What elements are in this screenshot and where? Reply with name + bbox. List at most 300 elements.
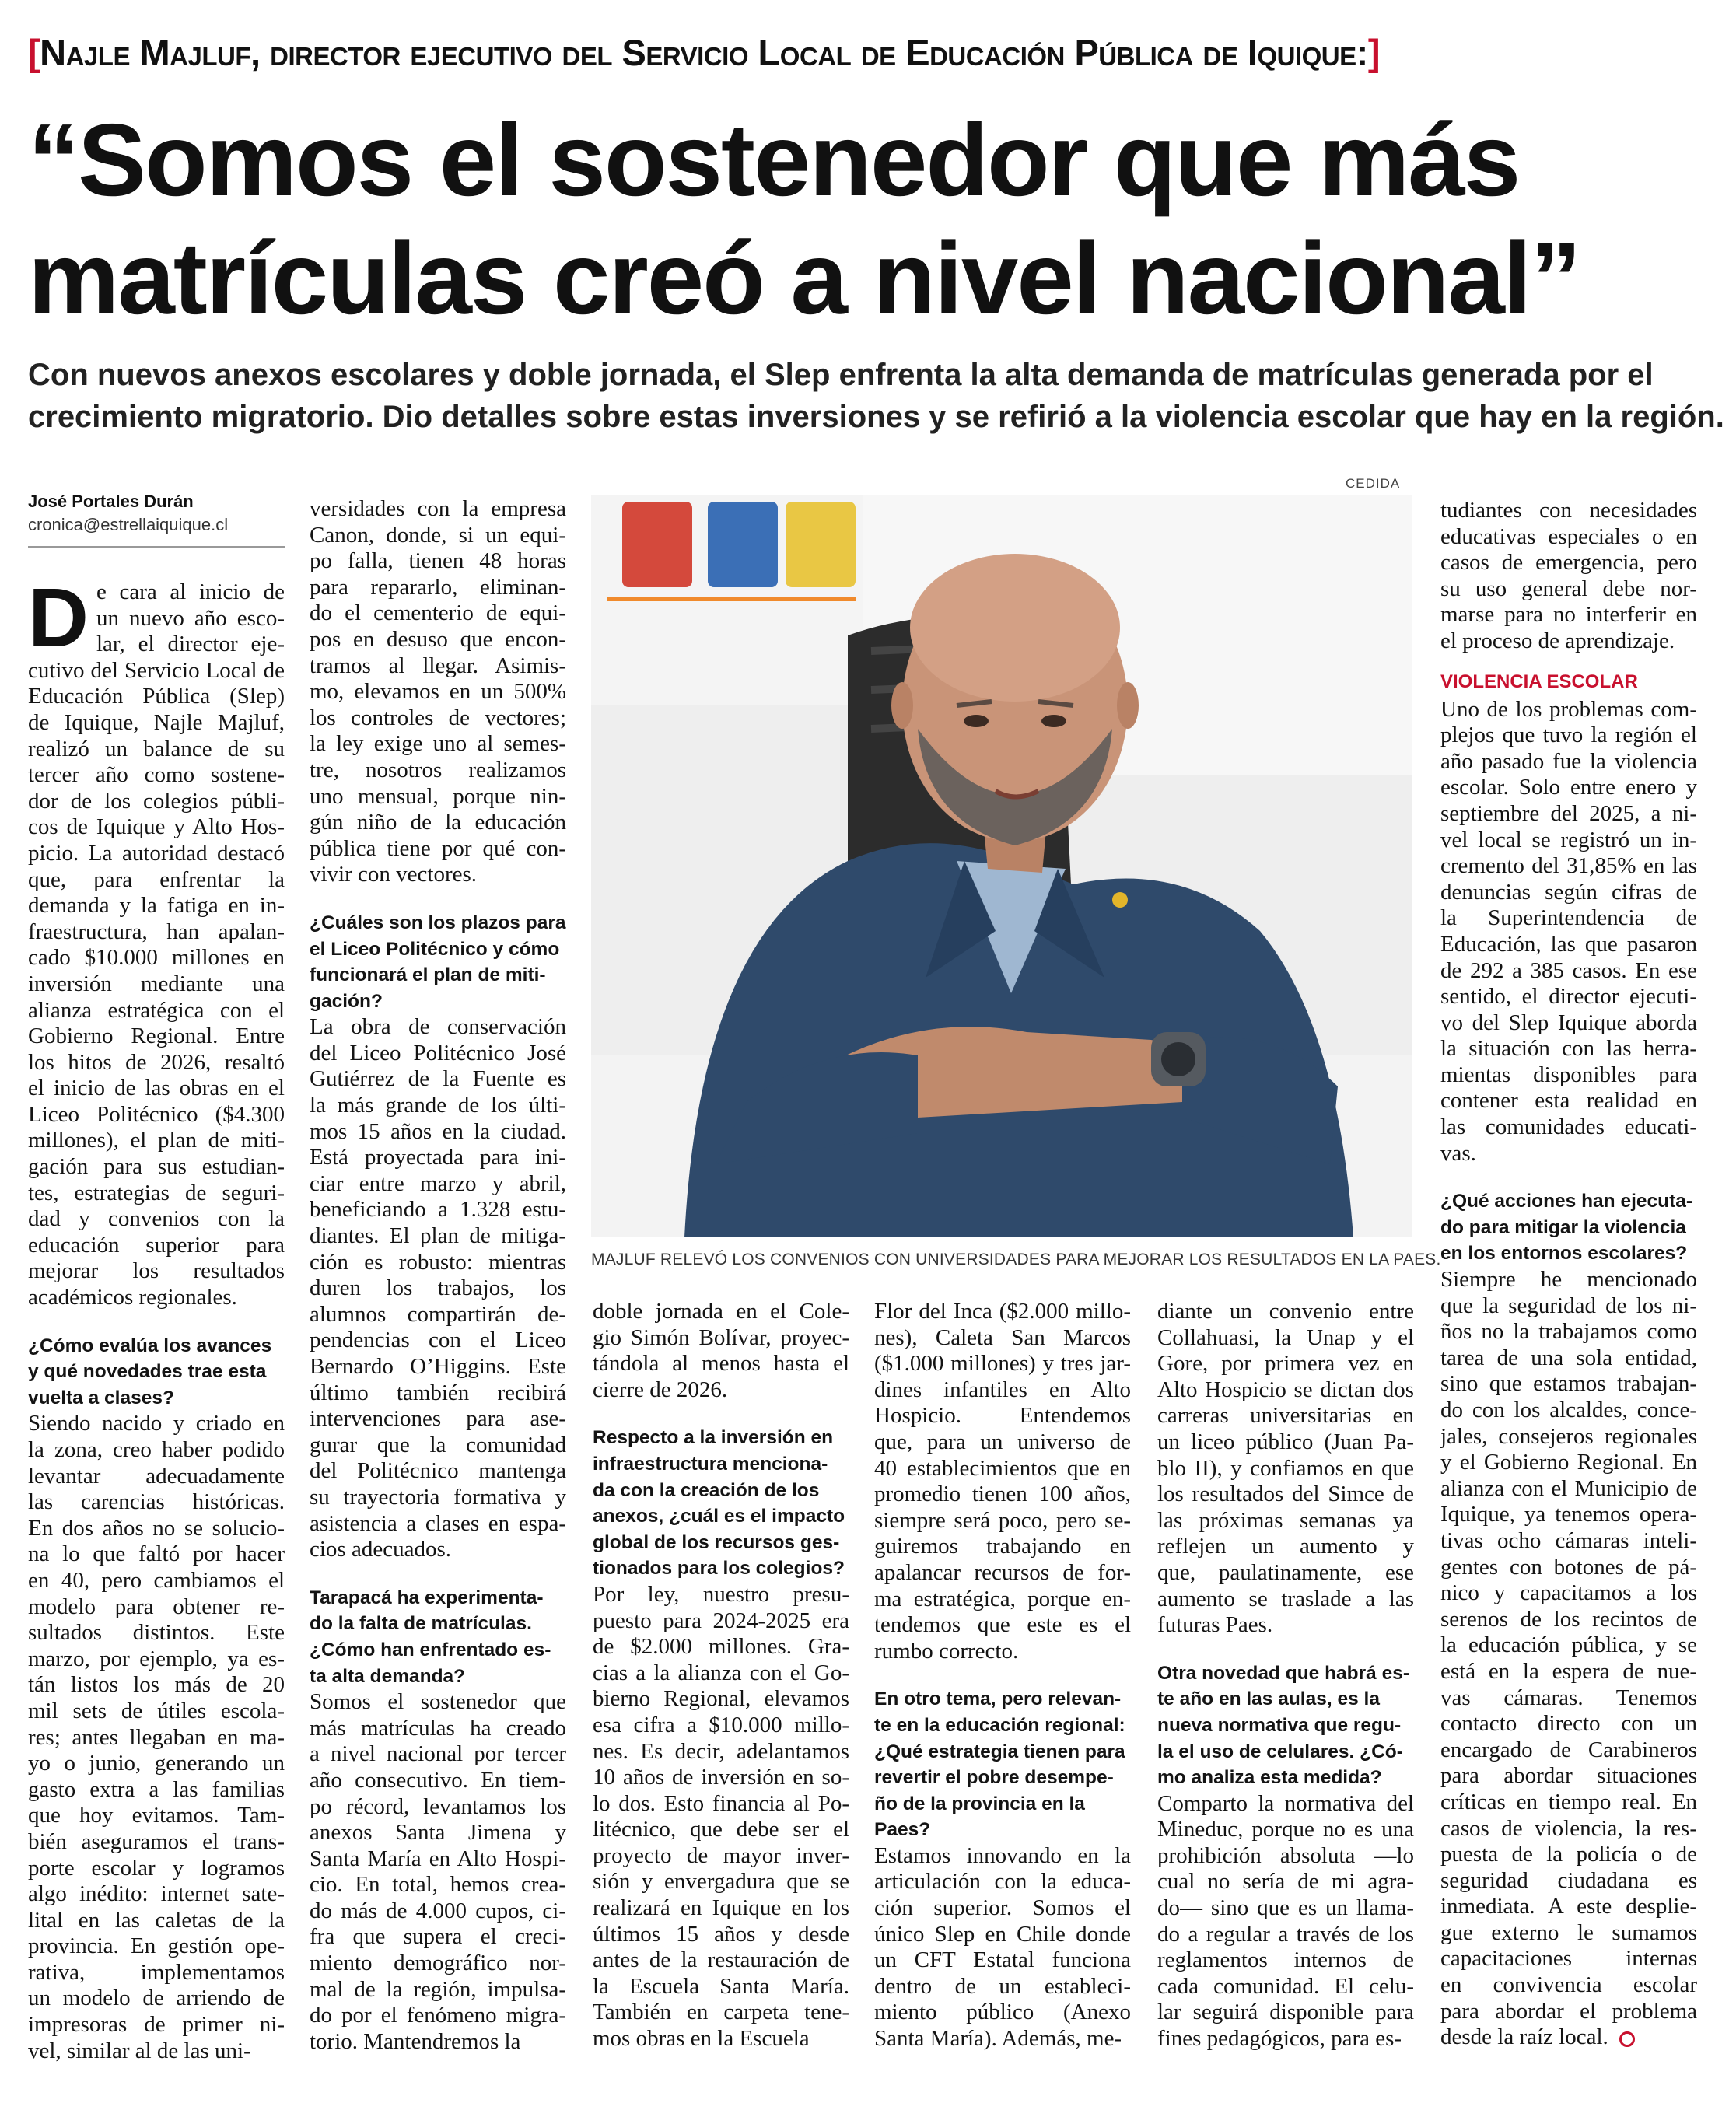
text-line: ma estratégica, porque en-	[874, 1586, 1131, 1611]
text-line: del Politécnico mantenga	[310, 1458, 566, 1484]
text-line: tán listos los más de 20	[28, 1672, 285, 1698]
text-line: provincia. En gestión ope-	[28, 1933, 285, 1959]
text-line: del Liceo Politécnico José	[310, 1040, 566, 1065]
text-line: a nivel nacional por tercer	[310, 1741, 566, 1767]
text-line: dor de los colegios públi-	[28, 788, 285, 814]
text-line: y qué novedades trae esta	[28, 1361, 267, 1383]
text-line: po falla, tienen 48 horas	[310, 548, 566, 574]
text-line: porte escolar y logramos	[28, 1855, 285, 1881]
text-line: beneficiando a 1.328 estu-	[310, 1197, 566, 1223]
text-line: serenos de los recintos de	[1440, 1606, 1697, 1632]
text-line: Mineduc, porque no es una	[1157, 1817, 1414, 1842]
text-line: ¿Cómo han enfrentado es-	[310, 1639, 551, 1660]
text-line: educación superior para	[28, 1232, 285, 1258]
text-line: siempre será poco, pero se-	[874, 1507, 1131, 1533]
headline-line: “Somos el sostenedor que más	[28, 103, 1520, 217]
text-line: marse para no interferir en	[1440, 602, 1697, 628]
text-line: cada comunidad. El celu-	[1157, 1973, 1414, 1999]
text-line: Collahuasi, la Unap y el	[1157, 1324, 1414, 1350]
text-line: el inicio de las obras en el	[28, 1076, 285, 1101]
text-line: nico y capacitamos a los	[1440, 1580, 1697, 1606]
text-line: po récord, levantamos los	[310, 1793, 566, 1819]
deck	[28, 354, 1724, 438]
text-line: las carencias históricas.	[28, 1489, 285, 1515]
text-line: ño de la provincia en la	[874, 1793, 1085, 1814]
text-line: pública tiene por qué con-	[310, 835, 566, 861]
byline-divider	[28, 546, 285, 548]
text-line: Siendo nacido y criado en	[28, 1411, 285, 1436]
answer-paragraph	[310, 1014, 566, 1562]
text-line: uno mensual, porque nin-	[310, 783, 566, 809]
text-line: vas.	[1440, 1140, 1476, 1166]
text-line: Santa María en Alto Hospi-	[310, 1846, 566, 1871]
text-line: mil sets de útiles escola-	[28, 1698, 285, 1723]
text-line: picio. La autoridad destacó	[28, 840, 285, 866]
text-line: contener esta realidad en	[1440, 1088, 1697, 1114]
answer-paragraph	[1440, 697, 1697, 1167]
text-line: la más grande de los últi-	[310, 1093, 566, 1118]
byline	[28, 490, 285, 537]
text-line: Otra novedad que habrá es-	[1157, 1662, 1410, 1684]
text-line: los controles de vectores;	[310, 705, 566, 730]
text-line: académicos regionales.	[28, 1285, 237, 1310]
text-line: diante un convenio entre	[1157, 1299, 1414, 1324]
text-line: apalancar recursos de for-	[874, 1559, 1131, 1585]
text-line: Bernardo O’Higgins. Este	[310, 1354, 566, 1379]
text-line: mejorar los resultados	[28, 1258, 285, 1284]
text-line: gún niño de la educación	[310, 810, 566, 835]
text-line: inversión mediante una	[28, 971, 285, 996]
text-line: infraestructura menciona-	[593, 1453, 828, 1475]
text-line: mientas disponibles para	[1440, 1062, 1697, 1087]
text-line: gación?	[310, 990, 383, 1012]
text-line: la el uso de celulares. ¿Có-	[1157, 1741, 1403, 1762]
text-line: en los entornos escolares?	[1440, 1243, 1688, 1265]
photo-caption: MAJLUF RELEVÓ LOS CONVENIOS CON UNIVERSIDADES PARA MEJORAR LOS RESULTADOS EN LA PAES.	[591, 1251, 1441, 1268]
text-line: gentes con botones de pá-	[1440, 1554, 1697, 1580]
text-line: últimos 15 años y desde	[593, 1921, 849, 1947]
text-line: jales, consejeros regionales	[1440, 1423, 1697, 1449]
text-line: diantes. El plan de mitiga-	[310, 1223, 566, 1249]
text-line: algo inédito: internet sate-	[28, 1881, 285, 1907]
article-column-2	[310, 496, 566, 2055]
text-line: marzo, por ejemplo, ya es-	[28, 1646, 285, 1671]
text-line: Educación Pública (Slep)	[28, 684, 285, 709]
text-line: ños no la trabajamos como	[1440, 1319, 1697, 1345]
kicker-open-bracket: [	[28, 32, 40, 73]
text-line: tes, estrategias de seguri-	[28, 1180, 285, 1205]
text-line: Liceo Politécnico ($4.300	[28, 1101, 285, 1127]
text-line: lar seguirá disponible para	[1157, 2000, 1414, 2025]
text-line: vel local se registró un in-	[1440, 827, 1697, 852]
text-line: Está proyectada para ini-	[310, 1145, 566, 1170]
text-line: sino que estamos trabajan-	[1440, 1371, 1697, 1397]
author-email: cronica@estrellaiquique.cl	[28, 515, 229, 534]
text-line: un liceo público (Juan Pa-	[1157, 1429, 1414, 1454]
text-line: cado $10.000 millones en	[28, 945, 285, 971]
text-line: articulación con la educa-	[874, 1869, 1131, 1895]
text-line: Tarapacá ha experimenta-	[310, 1587, 544, 1608]
text-line: asistencia a clases en espa-	[310, 1510, 566, 1536]
text-line: 10 años de inversión en so-	[593, 1765, 849, 1790]
text-line: reglamentos internos de	[1157, 1947, 1414, 1973]
text-line: Gobierno Regional. Entre	[28, 1024, 285, 1049]
text-line: guiremos trabajando en	[874, 1534, 1131, 1559]
text-line: está en la espera de nue-	[1440, 1658, 1697, 1684]
text-line: res; antes llegaban en ma-	[28, 1724, 285, 1750]
text-line: Hospicio. Entendemos	[874, 1403, 1131, 1429]
text-line: la situación con las herra-	[1440, 1036, 1697, 1062]
text-line: millones), el plan de miti-	[28, 1128, 285, 1153]
text-line: para abordar el problema	[1440, 1998, 1697, 2024]
text-line: desde la raíz local.	[1440, 2024, 1608, 2050]
text-line: Iquique, ya tenemos opera-	[1440, 1502, 1697, 1527]
text-line: La obra de conservación	[310, 1014, 566, 1040]
kicker-text: Najle Majluf, director ejecutivo del Servicio Local de Educación Pública de Iquique:	[40, 32, 1368, 73]
text-line: esa cifra a $10.000 millo-	[593, 1712, 849, 1737]
article-column-5	[1157, 1299, 1414, 2052]
text-line: un nuevo año esco-	[96, 605, 285, 631]
text-line: alumnos compartirán de-	[310, 1301, 566, 1327]
question	[1157, 1660, 1414, 1791]
text-line: Gutiérrez de la Fuente es	[310, 1066, 566, 1092]
text-line: antes de la restauración de	[593, 1947, 849, 1973]
text-line: más matrículas ha creado	[310, 1715, 566, 1741]
question	[310, 1585, 566, 1689]
text-line: ¿Qué estrategia tienen para	[874, 1741, 1125, 1762]
text-line: nes), Caleta San Marcos	[874, 1324, 1131, 1350]
text-line: la Superintendencia de	[1440, 905, 1697, 931]
text-line: capacitaciones internas	[1440, 1946, 1697, 1972]
last-line	[1440, 2024, 1697, 2051]
text-line: puesta de la policía o de	[1440, 1842, 1697, 1867]
text-line: gación para sus estudian-	[28, 1154, 285, 1180]
end-mark-icon	[1619, 2031, 1635, 2047]
portrait-illustration	[591, 495, 1412, 1237]
text-line: un modelo de arriendo de	[28, 1986, 285, 2011]
text-line: en convivencia escolar	[1440, 1972, 1697, 1998]
text-line: la zona, creo haber podido	[28, 1437, 285, 1462]
text-line: que, para enfrentar la	[28, 866, 285, 892]
text-line: intervenciones para ase-	[310, 1406, 566, 1432]
text-line: lital en las caletas de la	[28, 1907, 285, 1933]
text-line: de 292 a 385 casos. En ese	[1440, 957, 1697, 983]
text-line: último también recibirá	[310, 1380, 566, 1405]
text-line: global de los recursos ges-	[593, 1531, 840, 1553]
text-line: blo II), y confiamos en que	[1157, 1455, 1414, 1481]
text-line: puesto para 2024-2025 era	[593, 1608, 849, 1633]
text-line: mo, elevamos en un 500%	[310, 679, 566, 705]
question	[1440, 1188, 1697, 1267]
text-line: anexos Santa Jimena y	[310, 1820, 566, 1846]
text-line: su trayectoria formativa y	[310, 1484, 566, 1510]
text-line: carreras universitarias en	[1157, 1403, 1414, 1429]
text-line: alianza con el Municipio de	[1440, 1475, 1697, 1501]
text-line: sentido, el director ejecuti-	[1440, 984, 1697, 1010]
text-line: demanda y la fatiga en in-	[28, 893, 285, 919]
text-line: promedio tienen 100 años,	[874, 1482, 1131, 1507]
text-line: Flor del Inca ($2.000 millo-	[874, 1299, 1131, 1324]
answer-paragraph	[593, 1299, 849, 1403]
text-line: casos de emergencia, pero	[1440, 550, 1697, 576]
article-column-4	[874, 1299, 1131, 2052]
text-line: nueva normativa que regu-	[1157, 1714, 1402, 1736]
text-line: casos de violencia, la res-	[1440, 1815, 1697, 1841]
text-line: las próximas semanas ya	[1157, 1507, 1414, 1533]
text-line: do más de 4.000 cupos, ci-	[310, 1898, 566, 1923]
text-line: ¿Qué acciones han ejecuta-	[1440, 1191, 1693, 1212]
text-line: plejos que tuvo la región el	[1440, 723, 1697, 748]
answer-paragraph	[593, 1582, 849, 2052]
text-line: el Liceo Politécnico y cómo	[310, 938, 560, 960]
text-line: cio. En total, hemos crea-	[310, 1872, 566, 1898]
author-name: José Portales Durán	[28, 492, 194, 511]
article-column-1	[28, 570, 285, 2064]
text-line: prohibición absoluta —lo	[1157, 1842, 1414, 1868]
text-line: encargado de Carabineros	[1440, 1737, 1697, 1762]
text-line: te año en las aulas, es la	[1157, 1688, 1380, 1710]
headline	[28, 101, 1716, 338]
question	[28, 1333, 285, 1412]
text-line: aumento se traslade a las	[1157, 1586, 1414, 1611]
text-line: de Iquique, Najle Majluf,	[28, 709, 285, 735]
text-line: versidades con la empresa	[310, 496, 566, 521]
text-line: do para mitigar la violencia	[1440, 1216, 1686, 1238]
text-line: e cara al inicio de	[96, 579, 285, 604]
text-line: dad y convenios con la	[28, 1206, 285, 1232]
text-line: Por ley, nuestro presu-	[593, 1581, 849, 1607]
text-line: do por el fenómeno migra-	[310, 2003, 566, 2028]
text-line: la educación pública, y se	[1440, 1632, 1697, 1658]
text-line: un CFT Estatal funciona	[874, 1947, 1131, 1973]
text-line: tramos al llegar. Asimis-	[310, 653, 566, 678]
answer-paragraph	[1157, 1299, 1414, 1639]
text-line: Estamos innovando en la	[874, 1842, 1131, 1868]
text-line: septiembre del 2025, a ni-	[1440, 800, 1697, 826]
text-line: de $2.000 millones. Gra-	[593, 1634, 849, 1660]
answer-paragraph	[310, 1689, 566, 2055]
text-line: rativa, implementamos	[28, 1959, 285, 1985]
text-line: tendemos que este es el	[874, 1612, 1131, 1638]
text-line: anexos, ¿cuál es el impacto	[593, 1506, 845, 1527]
text-line: mos obras en la Escuela	[593, 2026, 810, 2052]
text-line: cremento del 31,85% en las	[1440, 853, 1697, 879]
text-line: modelo para obtener re-	[28, 1594, 285, 1619]
text-line: vivir con vectores.	[310, 862, 478, 887]
question	[593, 1425, 849, 1582]
text-line: dentro de un estableci-	[874, 1973, 1131, 1999]
text-line: cos de Iquique y Alto Hos-	[28, 814, 285, 840]
text-line: cutivo del Servicio Local de	[28, 657, 285, 683]
text-line: realizará en Iquique en los	[593, 1895, 849, 1921]
text-line: ($1.000 millones) y tres jar-	[874, 1351, 1131, 1377]
text-line: sión y envergadura que se	[593, 1869, 849, 1895]
deck-line: crecimiento migratorio. Dio detalles sobre estas inversiones y se refirió a la violencia escolar que hay en la región.	[28, 400, 1724, 434]
text-line: inmediata. A este desplie-	[1440, 1894, 1697, 1919]
text-line: contacto directo con un	[1440, 1711, 1697, 1737]
text-line: Alto Hospicio se dictan dos	[1157, 1377, 1414, 1402]
text-line: mos 15 años en la ciudad.	[310, 1118, 566, 1144]
text-line: tivas ocho cámaras inteli-	[1440, 1527, 1697, 1553]
text-line: que la seguridad de los ni-	[1440, 1293, 1697, 1318]
text-line: lar, el director eje-	[96, 632, 285, 657]
text-line: para repararlo, eliminan-	[310, 574, 566, 600]
text-line: 40 establecimientos que en	[874, 1455, 1131, 1481]
text-line: que, para un universo de	[874, 1429, 1131, 1454]
text-line: tre, nosotros realizamos	[310, 757, 566, 782]
text-line: fra que supera el creci-	[310, 1924, 566, 1950]
text-line: el proceso de aprendizaje.	[1440, 628, 1675, 653]
text-line: año pasado fue la violencia	[1440, 748, 1697, 774]
text-line: ¿Cómo evalúa los avances	[28, 1335, 272, 1356]
text-line: bién aseguramos el trans-	[28, 1828, 285, 1854]
kicker-close-bracket: ]	[1367, 32, 1380, 73]
text-line: las comunidades educati-	[1440, 1114, 1697, 1140]
photo-credit: CEDIDA	[1346, 476, 1401, 491]
text-line: na lo que faltó por hacer	[28, 1541, 285, 1567]
text-line: Santa María). Además, me-	[874, 2026, 1122, 2052]
text-line: realizó un balance de su	[28, 736, 285, 761]
text-line: único Slep en Chile donde	[874, 1921, 1131, 1947]
portrait-photo	[591, 495, 1412, 1237]
text-line: te en la educación regional:	[874, 1714, 1125, 1736]
text-line: Canon, donde, si un equi-	[310, 522, 566, 548]
drop-cap: D	[28, 570, 89, 664]
text-line: sultados distintos. Este	[28, 1620, 285, 1646]
text-line: ciar entre marzo y abril,	[310, 1170, 566, 1196]
text-line: miento demográfico nor-	[310, 1951, 566, 1976]
text-line: vel, similar al de las uni-	[28, 2038, 251, 2063]
answer-paragraph	[1440, 1267, 1697, 2051]
text-line: fraestructura, han apalan-	[28, 919, 285, 944]
text-line: do el cementerio de equi-	[310, 600, 566, 626]
answer-paragraph	[874, 1843, 1131, 2052]
kicker	[28, 31, 1708, 75]
text-line: año consecutivo. En tiem-	[310, 1767, 566, 1793]
text-line: reflejen un aumento y	[1157, 1534, 1414, 1559]
text-line: Respecto a la inversión en	[593, 1427, 834, 1449]
text-line: mal de la región, impulsa-	[310, 1976, 566, 2002]
text-line: en 40, pero cambiamos el	[28, 1567, 285, 1593]
text-line: educativas especiales o en	[1440, 523, 1697, 549]
text-line: da con la creación de los	[593, 1479, 820, 1501]
headline-line: matrículas creó a nivel nacional”	[28, 221, 1580, 335]
text-line: ción superior. Somos el	[874, 1895, 1131, 1921]
text-line: cual no sería de mi agra-	[1157, 1869, 1414, 1895]
text-line: la ley exige uno al semes-	[310, 731, 566, 757]
text-line: futuras Paes.	[1157, 1612, 1273, 1638]
text-line: Siempre he mencionado	[1440, 1267, 1697, 1293]
text-line: cios adecuados.	[310, 1537, 451, 1562]
section-heading: VIOLENCIA ESCOLAR	[1440, 670, 1638, 692]
answer-paragraph	[1440, 498, 1697, 655]
text-line: pendencias con el Liceo	[310, 1328, 566, 1353]
text-line: ción es robusto: mientras	[310, 1249, 566, 1275]
text-line: vo del Slep Iquique aborda	[1440, 1010, 1697, 1035]
text-line: pos en desuso que encon-	[310, 626, 566, 652]
text-line: ¿Cuáles son los plazos para	[310, 912, 566, 933]
text-line: rumbo correcto.	[874, 1638, 1019, 1664]
text-line: Comparto la normativa del	[1157, 1790, 1414, 1816]
text-line: cias a la alianza con el Go-	[593, 1660, 849, 1685]
text-line: En dos años no se solucio-	[28, 1515, 285, 1541]
text-line: revertir el pobre desempe-	[874, 1767, 1114, 1789]
text-line: su uso general debe nor-	[1440, 576, 1697, 601]
text-line: funcionará el plan de miti-	[310, 964, 546, 986]
text-line: do a regular a través de los	[1157, 1921, 1414, 1947]
text-line: levantar adecuadamente	[28, 1463, 285, 1489]
text-line: ta alta demanda?	[310, 1665, 466, 1687]
text-line: gio Simón Bolívar, proyec-	[593, 1324, 849, 1350]
text-line: gue externo le sumamos	[1440, 1919, 1697, 1945]
text-line: los resultados del Simce de	[1157, 1482, 1414, 1507]
text-line: tercer año como sostene-	[28, 762, 285, 788]
text-line: Educación, las que pasaron	[1440, 931, 1697, 957]
text-line: escolar. Solo entre enero y	[1440, 775, 1697, 800]
text-line: seguridad ciudadana es	[1440, 1867, 1697, 1893]
text-line: do— sino que es un llama-	[1157, 1895, 1414, 1921]
text-line: tándola al menos hasta el	[593, 1351, 849, 1377]
text-line: críticas en tiempo real. En	[1440, 1789, 1697, 1814]
text-line: que hoy evitamos. Tam-	[28, 1803, 285, 1828]
text-line: impresoras de primer ni-	[28, 2012, 285, 2038]
text-line: litécnico, que debe ser el	[593, 1817, 849, 1842]
text-line: tarea de una sola entidad,	[1440, 1345, 1697, 1370]
text-line: Paes?	[874, 1819, 931, 1841]
text-line: vas cámaras. Tenemos	[1440, 1685, 1697, 1710]
text-line: vuelta a clases?	[28, 1387, 174, 1408]
text-line: doble jornada en el Cole-	[593, 1299, 849, 1324]
article-column-6	[1440, 498, 1697, 2051]
text-line: Somos el sostenedor que	[310, 1689, 566, 1715]
text-line: fines pedagógicos, para es-	[1157, 2026, 1402, 2052]
question	[310, 910, 566, 1014]
text-line: y el Gobierno Regional. En	[1440, 1450, 1697, 1475]
text-line: miento público (Anexo	[874, 2000, 1131, 2025]
text-line: cierre de 2026.	[593, 1377, 728, 1402]
text-line: denuncias según cifras de	[1440, 879, 1697, 905]
text-line: do con los alcaldes, conce-	[1440, 1398, 1697, 1422]
text-line: gasto extra a las familias	[28, 1776, 285, 1802]
text-line: duren los trabajos, los	[310, 1275, 566, 1301]
article-column-3	[593, 1299, 849, 2052]
text-line: para abordar situaciones	[1440, 1763, 1697, 1789]
text-line: gurar que la comunidad	[310, 1432, 566, 1457]
text-line: mo analiza esta medida?	[1157, 1767, 1382, 1789]
text-line: que, paulatinamente, ese	[1157, 1559, 1414, 1585]
text-line: yo o junio, generando un	[28, 1751, 285, 1776]
answer-paragraph	[310, 496, 566, 888]
text-line: tudiantes con necesidades	[1440, 498, 1697, 523]
text-line: la Escuela Santa María.	[593, 1973, 849, 1999]
answer-paragraph	[1157, 1791, 1414, 2052]
text-line: proyecto de mayor inver-	[593, 1842, 849, 1868]
text-line: En otro tema, pero relevan-	[874, 1688, 1122, 1710]
text-line: nes. Es decir, adelantamos	[593, 1738, 849, 1764]
text-line: Uno de los problemas com-	[1440, 696, 1697, 722]
text-line: lo dos. Esto financia al Po-	[593, 1790, 849, 1816]
text-line: bierno Regional, elevamos	[593, 1686, 849, 1712]
answer-paragraph	[28, 1411, 285, 2064]
text-line: dines infantiles en Alto	[874, 1377, 1131, 1402]
text-line: torio. Mantendremos la	[310, 2028, 521, 2054]
text-line: alianza estratégica con el	[28, 997, 285, 1023]
deck-line: Con nuevos anexos escolares y doble jornada, el Slep enfrenta la alta demanda de matrículas generada por el	[28, 358, 1654, 392]
answer-paragraph	[874, 1299, 1131, 1664]
text-line: los hitos de 2026, resaltó	[28, 1049, 285, 1075]
intro-paragraph	[28, 570, 285, 1311]
text-line: do la falta de matrículas.	[310, 1613, 532, 1635]
